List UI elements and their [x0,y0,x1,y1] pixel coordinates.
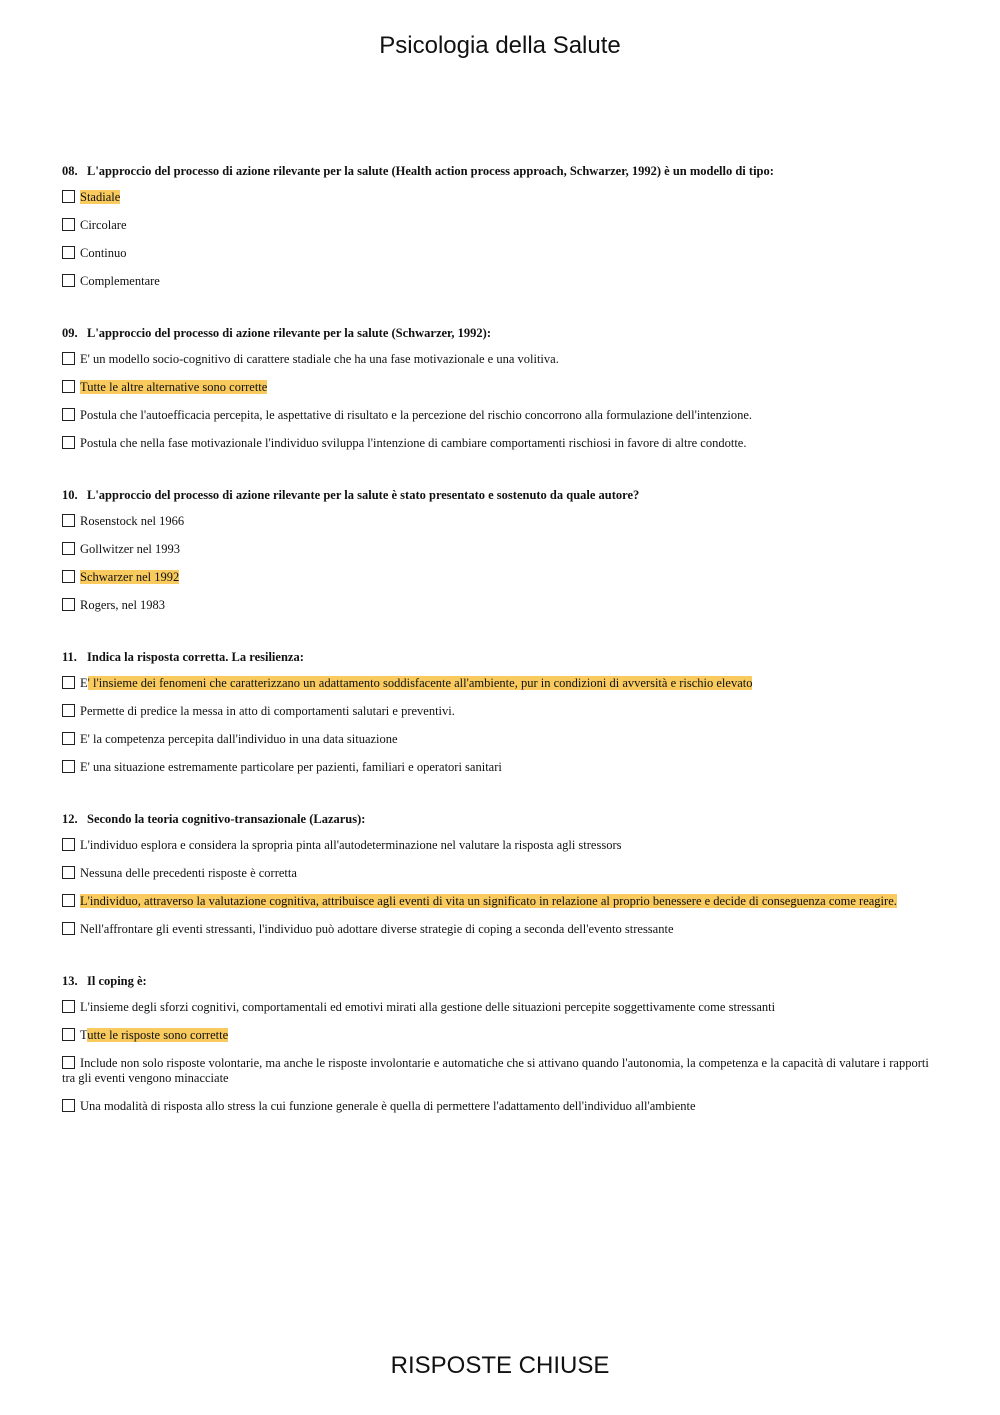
answer-option[interactable] [62,348,942,376]
question-08 [62,160,942,298]
question-spacer [62,298,942,322]
answer-option[interactable] [62,242,942,270]
answer-option[interactable] [62,756,942,784]
question-label: L'approccio del processo di azione rilevante per la salute (Health action process approach, Schwarzer, 1992) è un modello di tipo: [87,164,774,178]
highlighted-answer-text: Tutte le altre alternative sono corrette [80,380,268,394]
answer-option[interactable] [62,214,942,242]
answer-text: Circolare [80,218,127,232]
question-text [62,322,942,344]
answer-text: Gollwitzer nel 1993 [80,542,180,556]
checkbox[interactable] [62,570,75,583]
checkbox[interactable] [62,598,75,611]
answer-text: Rosenstock nel 1966 [80,514,185,528]
answer-text: Nessuna delle precedenti risposte è corretta [80,866,297,880]
question-text [62,160,942,182]
checkbox[interactable] [62,838,75,851]
question-number: 11. [62,650,77,664]
answer-text: Rogers, nel 1983 [80,598,166,612]
answer-text: E' un modello socio-cognitivo di carattere stadiale che ha una fase motivazionale e una volitiva. [80,352,559,366]
question-spacer [62,946,942,970]
checkbox[interactable] [62,676,75,689]
answer-option[interactable] [62,432,942,460]
question-label: L'approccio del processo di azione rilevante per la salute è stato presentato e sostenuto da quale autore? [87,488,640,502]
question-spacer [62,460,942,484]
answer-text: Nell'affrontare gli eventi stressanti, l'individuo può adottare diverse strategie di coping a seconda dell'evento stressante [80,922,674,936]
answer-text: L'insieme degli sforzi cognitivi, comportamentali ed emotivi mirati alla gestione delle situazioni percepite soggettivamente come stressanti [80,1000,776,1014]
checkbox[interactable] [62,760,75,773]
answer-option[interactable] [62,1052,942,1095]
highlighted-answer-text: L'individuo, attraverso la valutazione cognitiva, attribuisce agli eventi di vita un significato in relazione al proprio benessere e decide di conseguenza come reagire. [80,894,897,908]
checkbox[interactable] [62,1099,75,1112]
question-text [62,970,942,992]
checkbox[interactable] [62,732,75,745]
question-spacer [62,784,942,808]
answer-text: Postula che nella fase motivazionale l'individuo sviluppa l'intenzione di cambiare comportamenti rischiosi in favore di altre condotte. [80,436,747,450]
answer-option[interactable] [62,270,942,298]
answer-text: L'individuo esplora e considera la spropria pinta all'autodeterminazione nel valutare la risposta agli stressors [80,838,622,852]
question-number: 12. [62,812,78,826]
answer-option[interactable] [62,996,942,1024]
checkbox[interactable] [62,436,75,449]
answer-option[interactable] [62,834,942,862]
checkbox[interactable] [62,894,75,907]
answer-option[interactable] [62,566,942,594]
question-13 [62,970,942,1123]
checkbox[interactable] [62,922,75,935]
question-text [62,484,942,506]
question-09 [62,322,942,460]
highlighted-answer-text: Schwarzer nel 1992 [80,570,180,584]
question-label: Il coping è: [87,974,147,988]
answer-option[interactable] [62,1024,942,1052]
answer-text: E' la competenza percepita dall'individuo in una data situazione [80,732,398,746]
answer-option[interactable] [62,376,942,404]
question-label: Secondo la teoria cognitivo-transazionale (Lazarus): [87,812,366,826]
question-number: 08. [62,164,78,178]
checkbox[interactable] [62,246,75,259]
question-label: Indica la risposta corretta. La resilienza: [87,650,304,664]
answer-option[interactable] [62,1095,942,1123]
answer-text: E [80,676,88,690]
question-text [62,808,942,830]
answer-text: Include non solo risposte volontarie, ma anche le risposte involontarie e automatiche che si attivano quando l'autonomia, la competenza e la capacità di valutare i rapporti tra gli eventi vengono minacciate [62,1056,929,1085]
question-number: 10. [62,488,78,502]
question-11 [62,646,942,784]
answer-option[interactable] [62,890,942,918]
answer-text: Una modalità di risposta allo stress la cui funzione generale è quella di permettere l'adattamento dell'individuo all'ambiente [80,1099,696,1113]
question-10 [62,484,942,622]
answer-text: Continuo [80,246,127,260]
checkbox[interactable] [62,218,75,231]
page-title: Psicologia della Salute [379,32,621,59]
question-number: 13. [62,974,78,988]
checkbox[interactable] [62,866,75,879]
question-12 [62,808,942,946]
checkbox[interactable] [62,352,75,365]
checkbox[interactable] [62,1000,75,1013]
question-text [62,646,942,668]
answer-option[interactable] [62,186,942,214]
answer-text: Postula che l'autoefficacia percepita, le aspettative di risultato e la percezione del rischio concorrono alla formulazione dell'intenzione. [80,408,753,422]
answer-text: Permette di predice la messa in atto di comportamenti salutari e preventivi. [80,704,455,718]
checkbox[interactable] [62,704,75,717]
checkbox[interactable] [62,408,75,421]
answer-option[interactable] [62,700,942,728]
answer-option[interactable] [62,404,942,432]
highlighted-answer-text: ' l'insieme dei fenomeni che caratterizzano un adattamento soddisfacente all'ambiente, pur in condizioni di avversità e rischio elevato [87,676,753,690]
answer-option[interactable] [62,538,942,566]
checkbox[interactable] [62,542,75,555]
answer-option[interactable] [62,510,942,538]
footer-title: RISPOSTE CHIUSE [390,1352,610,1379]
answer-option[interactable] [62,728,942,756]
answer-option[interactable] [62,862,942,890]
question-label: L'approccio del processo di azione rilevante per la salute (Schwarzer, 1992): [87,326,492,340]
checkbox[interactable] [62,1028,75,1041]
highlighted-answer-text: utte le risposte sono corrette [87,1028,229,1042]
checkbox[interactable] [62,274,75,287]
checkbox[interactable] [62,1056,75,1069]
highlighted-answer-text: Stadiale [80,190,121,204]
answer-text: E' una situazione estremamente particolare per pazienti, familiari e operatori sanitari [80,760,502,774]
question-spacer [62,622,942,646]
answer-text: Complementare [80,274,160,288]
answer-option[interactable] [62,594,942,622]
answer-text: T [80,1028,88,1042]
checkbox[interactable] [62,514,75,527]
question-number: 09. [62,326,78,340]
answer-option[interactable] [62,672,942,700]
answer-option[interactable] [62,918,942,946]
checkbox[interactable] [62,190,75,203]
question-list [62,160,942,1123]
checkbox[interactable] [62,380,75,393]
